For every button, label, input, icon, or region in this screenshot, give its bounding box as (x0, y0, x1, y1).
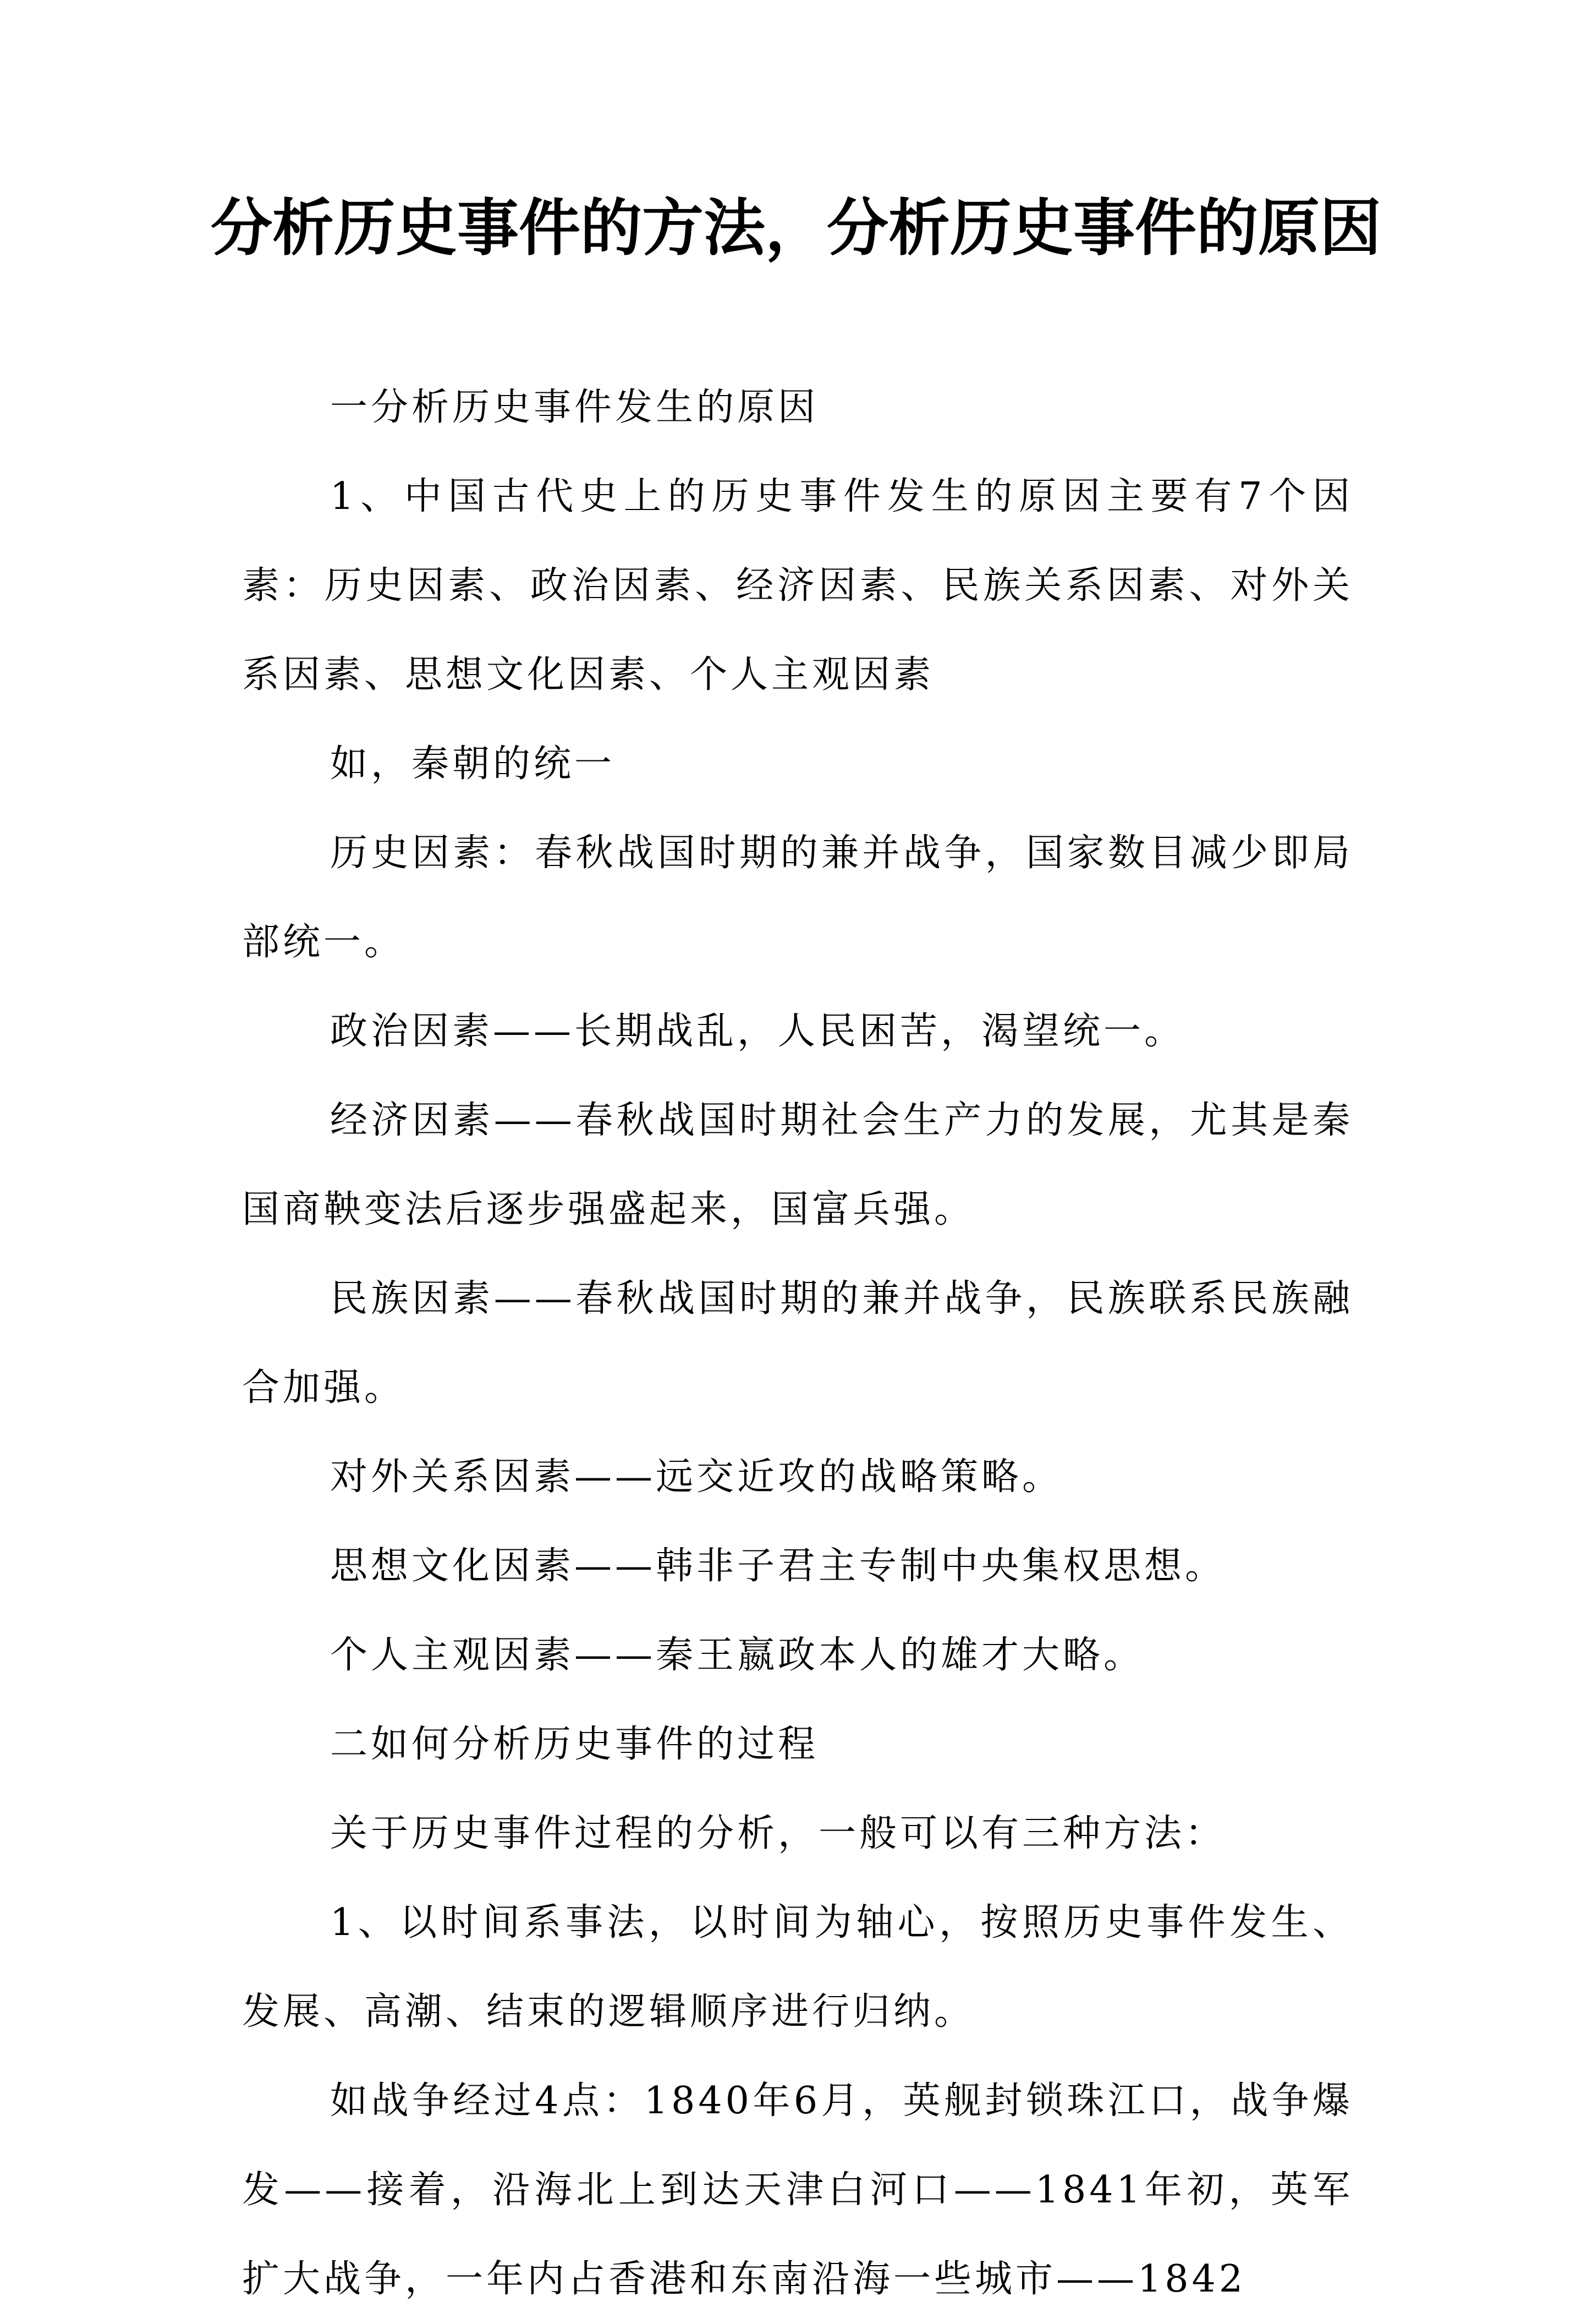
paragraph: 一分析历史事件发生的原因 (330, 386, 819, 429)
paragraph: 政治因素——长期战乱，人民困苦，渴望统一。 (330, 1010, 1185, 1053)
paragraph: 思想文化因素——韩非子君主专制中央集权思想。 (330, 1544, 1226, 1588)
paragraph: 1、以时间系事法，以时间为轴心，按照历史事件发生、发展、高潮、结束的逻辑顺序进行归纳。 (242, 1901, 1353, 2034)
document-title: 分析历史事件的方法，分析历史事件的原因 (211, 193, 1381, 264)
paragraph: 1、中国古代史上的历史事件发生的原因主要有7个因素：历史因素、政治因素、经济因素、民族关系因素、对外关系因素、思想文化因素、个人主观因素 (242, 475, 1353, 697)
paragraph: 个人主观因素——秦王嬴政本人的雄才大略。 (330, 1634, 1145, 1677)
paragraph: 如战争经过4点：1840年6月，英舰封锁珠江口，战争爆发——接着，沿海北上到达天津白河口——1841年初，英军扩大战争，一年内占香港和东南沿海一些城市——1842 (242, 2079, 1353, 2301)
paragraph: 对外关系因素——远交近攻的战略策略。 (330, 1455, 1063, 1499)
paragraph: 经济因素——春秋战国时期社会生产力的发展，尤其是秦国商鞅变法后逐步强盛起来，国富兵强。 (242, 1099, 1353, 1231)
paragraph: 历史因素：春秋战国时期的兼并战争，国家数目减少即局部统一。 (242, 831, 1353, 964)
paragraph: 如，秦朝的统一 (330, 742, 616, 786)
document-body (242, 363, 1353, 2324)
paragraph: 民族因素——春秋战国时期的兼并战争，民族联系民族融合加强。 (242, 1277, 1353, 1410)
paragraph: 关于历史事件过程的分析，一般可以有三种方法： (330, 1812, 1226, 1855)
paragraph: 二如何分析历史事件的过程 (330, 1723, 819, 1766)
